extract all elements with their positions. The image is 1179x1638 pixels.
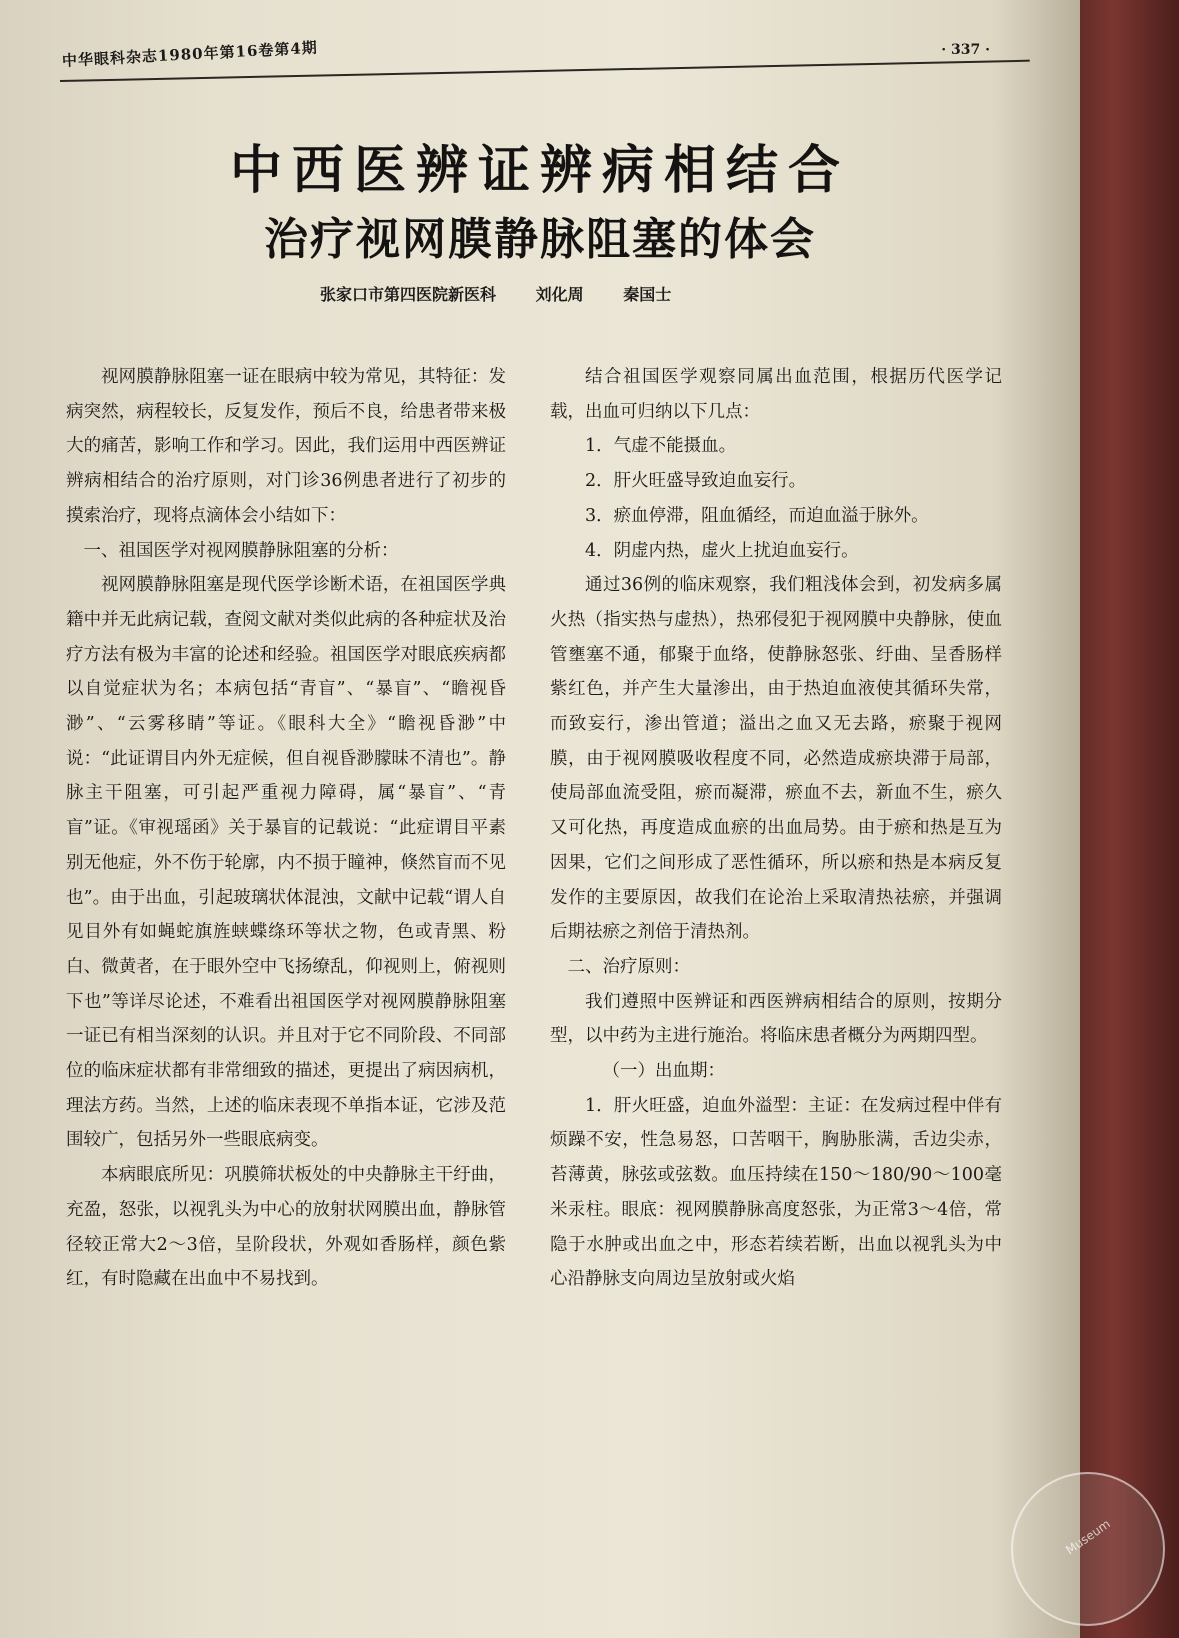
paragraph: 视网膜静脉阻塞一证在眼病中较为常见，其特征：发病突然，病程较长，反复发作，预后不良，给患者带来极大的痛苦，影响工作和学习。因此，我们运用中西医辨证辨病相结合的治疗原则，对门诊36例患者进行了初步的摸索治疗，现将点滴体会小结如下：: [66, 367, 506, 526]
paragraph: 视网膜静脉阻塞是现代医学诊断术语，在祖国医学典籍中并无此病记载，查阅文献对类似此病的各种症状及治疗方法有极为丰富的论述和经验。祖国医学对眼底疾病都以自觉症状为名；本病包括“青盲”、“暴盲”、“瞻视昏渺”、“云雾移睛”等证。《眼科大全》“瞻视昏渺”中说：“此证谓目内外无症候，但自视昏渺朦昧不清也”。静脉主干阻塞，可引起严重视力障碍，属“暴盲”、“青盲”证。《审视瑶函》关于暴盲的记载说：“此症谓目平素别无他症，外不伤于轮廓，内不损于瞳神，倏然盲而不见也”。由于出血，引起玻璃状体混浊，文献中记载“谓人自见目外有如蝇蛇旗旌蛱蝶绦环等状之物，色或青黑、粉白、微黄者，在于眼外空中飞扬缭乱，仰视则上，俯视则下也”等详尽论述，不难看出祖国医学对视网膜静脉阻塞一证已有相当深刻的认识。并且对于它不同阶段、不同部位的临床症状都有非常细致的描述，更提出了病因病机，理法方药。当然，上述的临床表现不单指本证，它涉及范围较广，包括另外一些眼底病变。: [66, 575, 506, 1151]
institution: 张家口市第四医院新医科: [320, 285, 497, 304]
running-header: [40, 30, 1050, 90]
list-item: 1．气虚不能摄血。: [585, 436, 737, 457]
paragraph: 通过36例的临床观察，我们粗浅体会到，初发病多属火热（指实热与虚热），热邪侵犯于视网膜中央静脉，使血管壅塞不通，郁聚于血络，使静脉怒张、纡曲、呈香肠样紫红色，并产生大量渗出，由于热迫血液使其循环失常，而致妄行，渗出管道；溢出之血又无去路，瘀聚于视网膜，由于视网膜吸收程度不同，必然造成瘀块滞于局部，使局部血流受阻，瘀而凝滞，瘀血不去，新血不生，瘀久又可化热，再度造成血瘀的出血局势。由于瘀和热是互为因果，它们之间形成了恶性循环，所以瘀和热是本病反复发作的主要原因，故我们在论治上采取清热祛瘀，并强调后期祛瘀之剂倍于清热剂。: [550, 575, 1002, 943]
museum-watermark: [1011, 1472, 1165, 1626]
byline: [320, 282, 705, 305]
right-column: [550, 360, 1002, 1297]
paragraph: 我们遵照中医辨证和西医辨病相结合的原则，按期分型，以中药为主进行施治。将临床患者概分为两期四型。: [550, 991, 1002, 1047]
subsection-heading: （一）出血期：: [602, 1061, 725, 1082]
list-item: 2．肝火旺盛导致迫血妄行。: [585, 471, 807, 492]
author-2: 秦国士: [623, 285, 672, 304]
paragraph: 本病眼底所见：巩膜筛状板处的中央静脉主干纡曲，充盈，怒张，以视乳头为中心的放射状网膜出血，静脉管径较正常大2～3倍，呈阶段状，外观如香肠样，颜色紫红，有时隐藏在出血中不易找到。: [66, 1165, 506, 1290]
list-item: 3．瘀血停滞，阻血循经，而迫血溢于脉外。: [585, 505, 929, 526]
article-title-line2: 治疗视网膜静脉阻塞的体会: [264, 214, 816, 265]
paragraph: 结合祖国医学观察同属出血范围，根据历代医学记载，出血可归纳以下几点：: [550, 367, 1002, 422]
article-title-line1: 中西医辨证辨病相结合: [229, 140, 850, 201]
book-spine: [1069, 0, 1179, 1638]
journal-name: 中华眼科杂志1980年第16卷第4期: [61, 38, 319, 70]
left-column: [66, 360, 506, 1297]
section-heading: 一、祖国医学对视网膜静脉阻塞的分析：: [83, 540, 399, 561]
author-1: 刘化周: [535, 285, 584, 304]
watermark-text: Museum: [1063, 1516, 1113, 1558]
list-item: 4．阴虚内热，虚火上扰迫血妄行。: [585, 540, 859, 561]
paragraph: 1．肝火旺盛，迫血外溢型：主证：在发病过程中伴有烦躁不安，性急易怒，口苦咽干，胸胁胀满，舌边尖赤，苔薄黄，脉弦或弦数。血压持续在150～180/90～100毫米汞柱。眼底：视网膜静脉高度怒张，为正常3～4倍，常隐于水肿或出血之中，形态若续若断，出血以视乳头为中心沿静脉支向周边呈放射或火焰: [550, 1095, 1002, 1290]
section-heading: 二、治疗原则：: [567, 956, 690, 977]
page-number: · 337 ·: [941, 42, 990, 58]
